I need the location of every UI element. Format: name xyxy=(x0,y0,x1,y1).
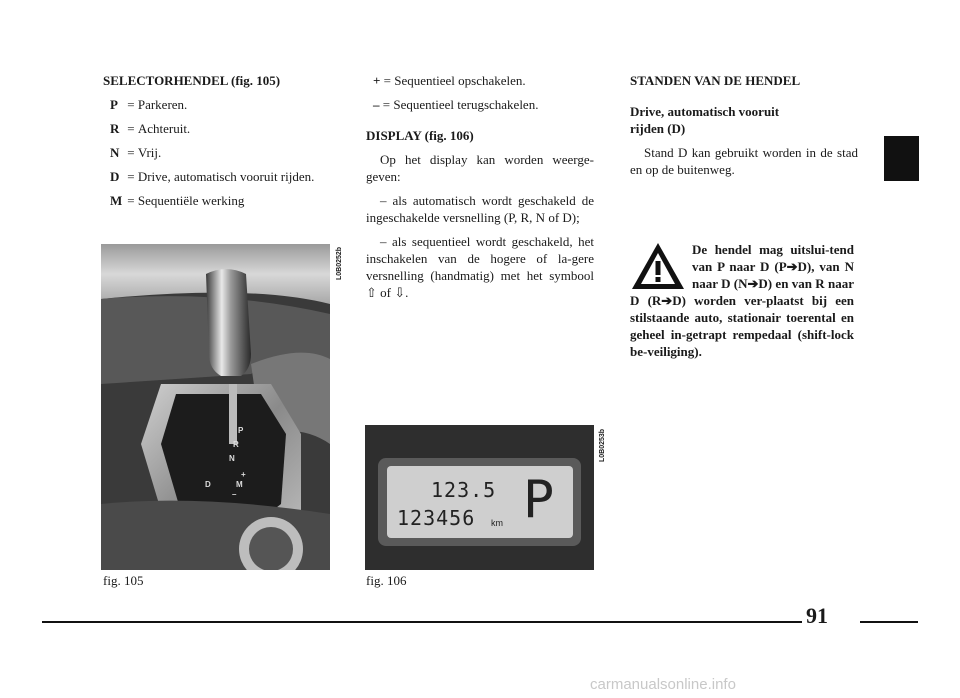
fig106-label: fig. 106 xyxy=(366,573,407,588)
display-line-2: 123456 xyxy=(397,506,476,530)
fig105-label: fig. 105 xyxy=(103,573,144,588)
gate-n: N xyxy=(229,454,235,463)
section-tab xyxy=(884,136,919,181)
plus-item: + = Sequentieel opschakelen. xyxy=(373,73,526,88)
column-3 xyxy=(630,72,858,178)
figure-105 xyxy=(101,244,330,570)
plus-key: + xyxy=(373,73,381,88)
display-unit: km xyxy=(491,518,503,528)
selector-item-key: P xyxy=(110,97,118,112)
gate-m: M xyxy=(236,480,243,489)
display-screen xyxy=(387,466,573,538)
column-1 xyxy=(103,72,318,216)
gate-d: D xyxy=(205,480,211,489)
selector-item xyxy=(103,120,318,137)
fig105-code: L0B0252b xyxy=(336,246,343,280)
minus-key: – xyxy=(373,97,380,112)
selector-item-text: Achteruit. xyxy=(137,121,191,136)
footer-rule-right xyxy=(860,621,918,623)
equals-sign: = xyxy=(124,97,138,112)
selector-item-text: Vrij. xyxy=(137,145,162,160)
watermark: carmanualsonline.info xyxy=(590,676,736,693)
selector-item xyxy=(103,144,318,161)
equals-sign: = xyxy=(124,169,138,184)
selector-item xyxy=(103,96,318,113)
warning-note xyxy=(630,241,854,360)
gate-r: R xyxy=(233,440,239,449)
equals-sign: = xyxy=(124,193,138,208)
selector-item-text: Parkeren. xyxy=(137,97,188,112)
equals-sign: = xyxy=(124,121,138,136)
warning-triangle-icon xyxy=(630,241,686,291)
display-intro: Op het display kan worden weerge-geven: xyxy=(366,152,594,184)
drive-subheading: Drive, automatisch vooruit rijden (D) xyxy=(630,104,780,136)
column-2 xyxy=(366,72,594,301)
fig106-code: L0B0253b xyxy=(599,428,606,462)
display-bullet-1: – als automatisch wordt geschakeld de ingeschakelde versnelling (P, R, N of D); xyxy=(366,193,594,225)
page-number: 91 xyxy=(806,603,828,628)
positions-heading: STANDEN VAN DE HENDEL xyxy=(630,73,801,88)
selector-item-text: Sequentiële werking xyxy=(137,193,245,208)
figure-106 xyxy=(365,425,594,570)
warning-text: De hendel mag uitslui-tend van P naar D (P➔D), van N naar D (N➔D) en van R naar D (R➔D) worden ver-plaatst bij een stilstaande auto, stationair toerental en geheel in-getrapt rempedaal (shift-lock be-veiliging). xyxy=(630,242,854,359)
gate-minus: – xyxy=(232,490,237,499)
gate-plus: + xyxy=(241,470,246,479)
plus-text: Sequentieel opschakelen. xyxy=(394,73,526,88)
drive-text: Stand D kan gebruikt worden in de stad en op de buitenweg. xyxy=(630,145,858,177)
display-heading: DISPLAY (fig. 106) xyxy=(366,128,474,143)
selector-item-key: M xyxy=(110,193,123,208)
selector-item xyxy=(103,192,318,209)
footer-rule-left xyxy=(42,621,802,623)
equals-sign: = xyxy=(124,145,138,160)
selector-item-text: Drive, automatisch vooruit rijden. xyxy=(137,169,315,184)
selector-item xyxy=(103,168,318,185)
minus-text: Sequentieel terugschakelen. xyxy=(393,97,539,112)
display-gear: P xyxy=(523,470,555,530)
selector-item-key: R xyxy=(110,121,120,136)
selector-heading: SELECTORHENDEL (fig. 105) xyxy=(103,73,281,88)
selector-list xyxy=(103,96,318,209)
display-line-1: 123.5 xyxy=(431,478,497,502)
gear-gate-labels xyxy=(101,244,330,570)
minus-item: – = Sequentieel terugschakelen. xyxy=(373,97,539,112)
gate-p: P xyxy=(238,426,244,435)
display-bullet-2: – als sequentieel wordt geschakeld, het inschakelen van de hogere of la-gere versnelling (handmatig) met het symbool ⇧ of ⇩. xyxy=(366,234,594,300)
selector-item-key: D xyxy=(110,169,120,184)
selector-item-key: N xyxy=(110,145,120,160)
